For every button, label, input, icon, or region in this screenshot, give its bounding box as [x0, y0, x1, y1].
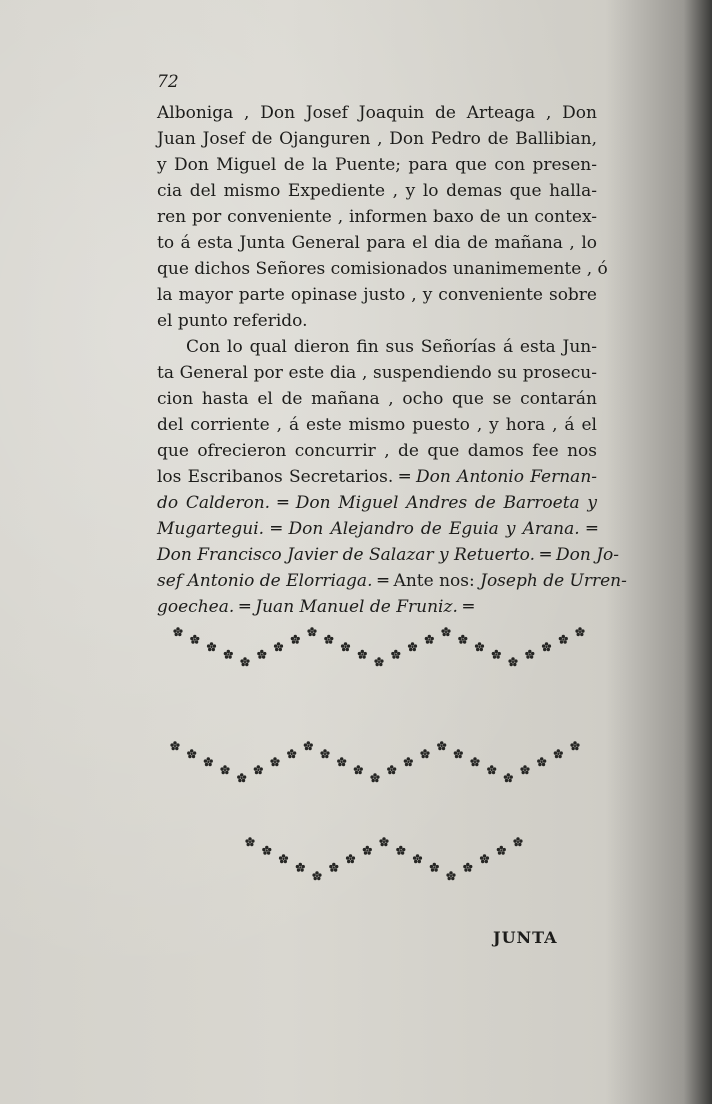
- text-line: y Don Miguel de la Puente; para que con presen-: [157, 155, 597, 175]
- flower-ornament: [279, 854, 288, 863]
- signature-text: Joseph de Urren-: [480, 571, 627, 591]
- flower-ornament: [296, 863, 305, 872]
- flower-ornament: [337, 757, 346, 766]
- signature-line: goechea. ═ Juan Manuel de Fruniz. ═: [157, 597, 474, 617]
- flower-ornament: [396, 846, 405, 855]
- flower-ornament: [513, 837, 522, 846]
- catchword: JUNTA: [493, 928, 558, 947]
- flower-ornament: [480, 854, 489, 863]
- flower-ornament: [312, 871, 321, 880]
- flower-ornament: [304, 741, 313, 750]
- text-roman: los Escribanos Secretarios.: [157, 467, 394, 487]
- flower-ornament: [391, 650, 400, 659]
- flower-ornament: [170, 741, 179, 750]
- text-line: ren por conveniente , informen baxo de un contex-: [157, 207, 597, 227]
- signature-text: sef Antonio de Elorriaga.: [157, 571, 373, 591]
- separator: ═: [399, 467, 410, 487]
- flower-ornament: [463, 863, 472, 872]
- flower-ornament: [329, 863, 338, 872]
- flower-ornament: [441, 627, 450, 636]
- text-line: que dichos Señores comisionados unanimemente , ó: [157, 259, 608, 279]
- flower-ornament: [374, 657, 383, 666]
- flower-ornament: [413, 854, 422, 863]
- flower-ornament: [254, 765, 263, 774]
- flower-ornament: [358, 650, 367, 659]
- flower-ornament: [575, 627, 584, 636]
- flower-ornament: [346, 854, 355, 863]
- flower-ornament: [291, 635, 300, 644]
- text-line: cia del mismo Expediente , y lo demas que halla-: [157, 181, 597, 201]
- flower-ornament: [542, 642, 551, 651]
- ornament-row-2: [170, 741, 579, 782]
- text-line: cion hasta el de mañana , ocho que se contarán: [157, 389, 597, 409]
- flower-ornament: [190, 635, 199, 644]
- text-line: ta General por este dia , suspendiendo su prosecu-: [157, 363, 597, 383]
- flower-ornament: [475, 642, 484, 651]
- flower-ornament: [320, 749, 329, 758]
- flower-ornament: [204, 757, 213, 766]
- flower-ornament: [458, 635, 467, 644]
- flower-ornament: [454, 749, 463, 758]
- flower-ornament: [324, 635, 333, 644]
- flower-ornament: [492, 650, 501, 659]
- flower-ornament: [224, 650, 233, 659]
- flower-ornament: [437, 741, 446, 750]
- flower-ornament: [537, 757, 546, 766]
- flower-ornament: [220, 765, 229, 774]
- flower-ornament: [570, 741, 579, 750]
- flower-ornament: [404, 757, 413, 766]
- flower-ornament: [307, 627, 316, 636]
- ornament-row-1: [173, 627, 584, 666]
- flower-ornament: [341, 642, 350, 651]
- flower-ornament: [387, 765, 396, 774]
- flower-ornament: [257, 650, 266, 659]
- ornament-row-3: [245, 837, 522, 880]
- separator: ═: [377, 571, 389, 591]
- flower-ornament: [425, 635, 434, 644]
- flower-ornament: [554, 749, 563, 758]
- signature-text: Don Antonio Fernan-: [416, 467, 598, 487]
- flower-ornament: [379, 837, 388, 846]
- flower-ornament: [430, 863, 439, 872]
- flower-ornament: [187, 749, 196, 758]
- flower-ornament: [408, 642, 417, 651]
- signature-line: Don Francisco Javier de Salazar y Retuerto. ═ Don Jo-: [157, 545, 620, 565]
- flower-ornament: [370, 773, 379, 782]
- flower-ornament: [245, 837, 254, 846]
- flower-ornament: [470, 757, 479, 766]
- flower-ornament: [207, 642, 216, 651]
- flower-ornament: [497, 846, 506, 855]
- flower-ornament: [446, 871, 455, 880]
- flower-ornament: [363, 846, 372, 855]
- text-line: to á esta Junta General para el dia de mañana , lo: [157, 233, 597, 253]
- text-line: la mayor parte opinase justo , y conveniente sobre: [157, 285, 597, 305]
- flower-ornament: [354, 765, 363, 774]
- flower-ornament: [520, 765, 529, 774]
- text-line: Con lo qual dieron fin sus Señorías á esta Jun-: [186, 337, 597, 357]
- text-line: el punto referido.: [157, 311, 308, 331]
- flower-ornament: [274, 642, 283, 651]
- flower-ornament: [508, 657, 517, 666]
- signature-line: Mugartegui. ═ Don Alejandro de Eguia y Arana. ═: [157, 519, 597, 539]
- signature-line: do Calderon. ═ Don Miguel Andres de Barroeta y: [157, 493, 597, 513]
- text-line: Juan Josef de Ojanguren , Don Pedro de Ballibian,: [157, 129, 597, 149]
- flower-ornament: [504, 773, 513, 782]
- flower-ornament: [262, 846, 271, 855]
- text-line: del corriente , á este mismo puesto , y hora , á el: [157, 415, 597, 435]
- page-number: 72: [157, 72, 179, 92]
- flower-ornament: [240, 657, 249, 666]
- text-roman: Ante nos:: [393, 571, 475, 591]
- flower-ornament: [270, 757, 279, 766]
- flower-ornament: [420, 749, 429, 758]
- flower-ornament: [173, 627, 182, 636]
- text-line: que ofrecieron concurrir , de que damos fee nos: [157, 441, 597, 461]
- flower-ornament: [287, 749, 296, 758]
- flower-ornament: [237, 773, 246, 782]
- text-line: Alboniga , Don Josef Joaquin de Arteaga , Don: [157, 103, 597, 123]
- flower-ornament: [559, 635, 568, 644]
- flower-ornament: [487, 765, 496, 774]
- flower-ornament: [525, 650, 534, 659]
